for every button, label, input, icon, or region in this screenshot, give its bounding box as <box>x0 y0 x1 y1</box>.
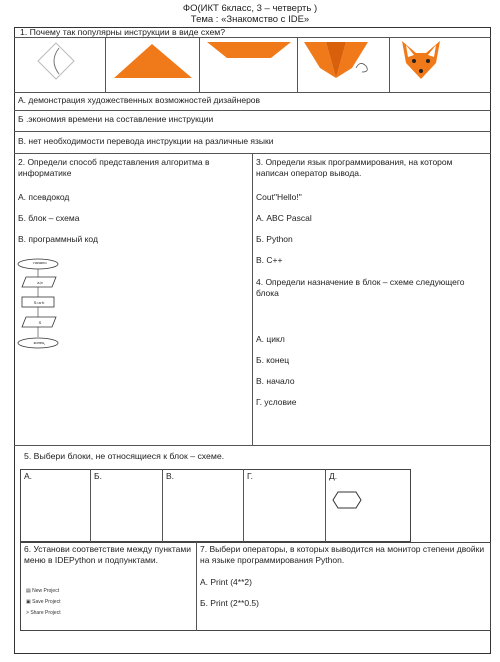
q3-option-c[interactable]: В. С++ <box>256 255 283 265</box>
origami-step3-image <box>205 38 293 62</box>
q3-option-b[interactable]: Б. Python <box>256 234 293 244</box>
q6-title: 6. Установи соответствие между пунктами меню в IDEPython и подпунктами. <box>24 544 191 565</box>
q1-title: 1. Почему так популярны инструкции в виде схем? <box>20 27 226 37</box>
q2-option-c[interactable]: В. программный код <box>18 234 98 244</box>
q4-option-b[interactable]: Б. конец <box>256 355 290 365</box>
flowchart-input-label: a,b <box>37 280 43 285</box>
flowchart-process-label: S=a·b <box>33 300 45 305</box>
q2-title: 2. Определи способ представления алгоритма в информатике <box>18 157 210 178</box>
q5-cell-b-label: Б. <box>94 471 102 481</box>
q2-option-a[interactable]: А. псевдокод <box>18 192 70 202</box>
q5-title: 5. Выбери блоки, не относящиеся к блок – схеме. <box>24 451 225 461</box>
fox-face-image <box>398 39 444 83</box>
q7-title: 7. Выбери операторы, в которых выводится на монитор степени двойки на языке программирования Python. <box>200 544 485 565</box>
menu-item-share-project[interactable]: > Share Project <box>26 610 61 616</box>
q3-title: 3. Определи язык программирования, на котором написан оператор вывода. <box>256 157 453 178</box>
q3-option-a[interactable]: А. ABC Pascal <box>256 213 312 223</box>
flowchart-end-label: конец <box>33 340 45 345</box>
menu-item-new-project[interactable]: ▤ New Project <box>26 588 60 594</box>
origami-step1-image <box>35 40 77 82</box>
save-icon: ▣ <box>26 599 31 605</box>
menu-item-save-project[interactable]: ▣ Save Project <box>26 599 61 605</box>
q4-option-d[interactable]: Г. условие <box>256 397 297 407</box>
origami-step2-image <box>112 42 194 82</box>
q7-option-b[interactable]: Б. Print (2**0.5) <box>200 598 259 608</box>
q7-option-a[interactable]: А. Print (4**2) <box>200 577 252 587</box>
q1-option-a[interactable]: А. демонстрация художественных возможностей дизайнеров <box>18 95 261 105</box>
q5-cell-a-label: А. <box>24 471 33 481</box>
origami-step4-image <box>300 38 386 88</box>
q5-cell-d-label: Г. <box>247 471 253 481</box>
flowchart-start-label: начало <box>33 260 47 265</box>
new-project-icon: ▤ <box>26 588 31 594</box>
doc-title-line2: Тема : «Знакомство с IDE» <box>190 14 310 25</box>
q5-cell-e-label: Д. <box>329 471 338 481</box>
q4-title: 4. Определи назначение в блок – схеме следующего блока <box>256 277 465 298</box>
q5-cell-c-label: В. <box>166 471 175 481</box>
q1-option-b[interactable]: Б .экономия времени на составление инструкции <box>18 114 214 124</box>
q3-code: Cout"Hello!" <box>256 192 302 202</box>
flowchart-output-label: S <box>38 320 42 325</box>
share-icon: > <box>26 610 29 616</box>
q2-option-b[interactable]: Б. блок – схема <box>18 213 80 223</box>
q4-option-a[interactable]: А. цикл <box>256 334 285 344</box>
q1-option-c[interactable]: В. нет необходимости перевода инструкции на различные языки <box>18 136 274 146</box>
doc-title-line1: ФО(ИКТ 6класс, 3 – четверть ) <box>182 3 318 14</box>
q4-option-c[interactable]: В. начало <box>256 376 295 386</box>
hexagon-shape <box>331 490 363 510</box>
